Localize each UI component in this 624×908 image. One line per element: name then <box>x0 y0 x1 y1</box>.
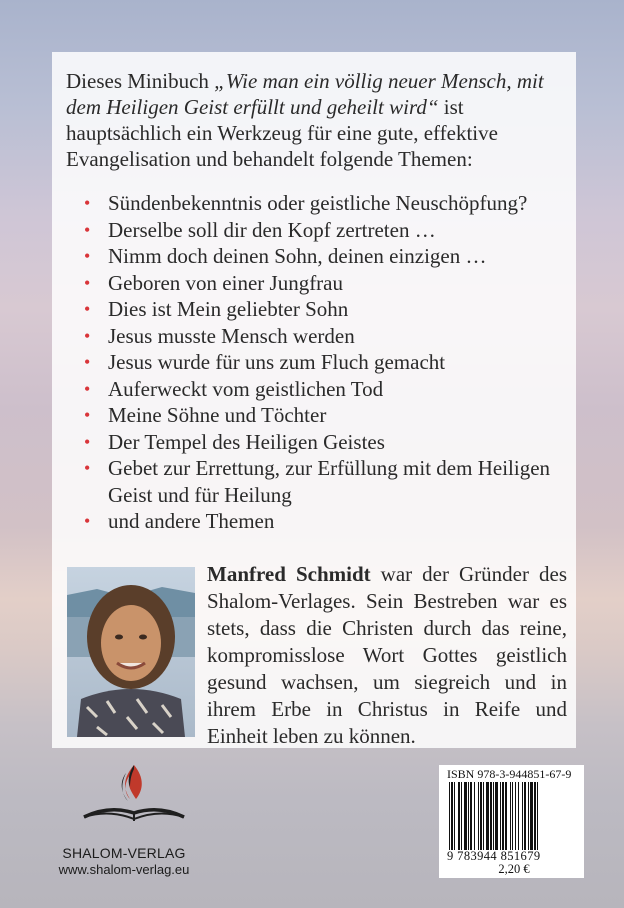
bullet-icon: • <box>84 246 91 266</box>
topic-label: Derselbe soll dir den Kopf zertreten … <box>108 217 436 242</box>
list-item <box>80 508 570 535</box>
bullet-icon: • <box>84 299 91 319</box>
bullet-icon: • <box>84 431 91 452</box>
topic-label: Nimm doch deinen Sohn, deinen einzigen … <box>108 244 487 268</box>
list-item <box>80 455 570 508</box>
bullet-icon: • <box>84 405 91 425</box>
isbn-label: ISBN 978-3-944851-67-9 <box>447 767 572 781</box>
price-label: 2,20 € <box>498 862 530 876</box>
author-name: Manfred Schmidt <box>207 562 371 586</box>
list-item <box>80 243 570 270</box>
author-portrait-image <box>67 567 195 737</box>
topic-label: und andere Themen <box>108 509 275 533</box>
barcode-digits: 9 783944 851679 <box>447 849 541 863</box>
topic-label: Geboren von einer Jungfrau <box>108 270 343 295</box>
topic-label: Meine Söhne und Töchter <box>108 403 327 427</box>
list-item <box>80 429 570 456</box>
list-item <box>80 323 570 350</box>
bullet-icon: • <box>84 458 91 478</box>
topic-label: Jesus musste Mensch werden <box>108 323 355 348</box>
barcode-icon <box>447 782 579 850</box>
author-bio <box>207 561 567 750</box>
publisher-website: www.shalom-verlag.eu <box>58 862 190 877</box>
topic-label: Jesus wurde für uns zum Fluch gemacht <box>108 350 446 374</box>
list-item <box>80 402 570 429</box>
intro-prefix: Dieses Minibuch <box>66 69 215 93</box>
bullet-icon: • <box>84 272 91 293</box>
list-item <box>80 349 570 376</box>
list-item <box>80 376 570 403</box>
topic-label: Sündenbekenntnis oder geistliche Neuschöpfung? <box>108 191 528 215</box>
topic-label: Dies ist Mein geliebter Sohn <box>108 297 349 321</box>
topic-label: Der Tempel des Heiligen Geistes <box>108 429 385 454</box>
bullet-icon: • <box>84 378 91 399</box>
list-item <box>80 270 570 297</box>
bullet-icon: • <box>84 219 91 240</box>
open-book-flame-icon <box>64 755 204 840</box>
list-item <box>80 296 570 323</box>
bullet-icon: • <box>84 325 91 346</box>
topic-label: Auferweckt vom geistlichen Tod <box>108 376 384 401</box>
bio-text: war der Gründer des Shalom-Verlages. Sein Bestreben war es stets, dass die Christen durch das reine, kompromisslose Wort Gottes geistlich gesund wachsen, um siegreich und in ihrem Erbe in Christus in Reife und Einheit leben zu können. <box>207 562 567 748</box>
book-title: „Wie man ein völlig neuer Mensch, mit dem Heiligen Geist erfüllt und geheilt wird“ <box>66 69 544 119</box>
publisher-name: SHALOM-VERLAG <box>62 845 186 861</box>
topic-list <box>80 190 570 535</box>
intro-suffix: ist hauptsächlich ein Werkzeug für eine gute, effektive Evangelisation und behandelt folgende Themen: <box>66 95 498 171</box>
topic-label: Gebet zur Errettung, zur Erfüllung mit dem Heiligen Geist und für Heilung <box>108 456 551 507</box>
bullet-icon: • <box>84 193 91 213</box>
bullet-icon: • <box>84 511 91 531</box>
author-photo <box>67 567 195 737</box>
bullet-icon: • <box>84 352 91 372</box>
intro-paragraph <box>66 68 566 172</box>
list-item <box>80 190 570 217</box>
list-item <box>80 217 570 244</box>
